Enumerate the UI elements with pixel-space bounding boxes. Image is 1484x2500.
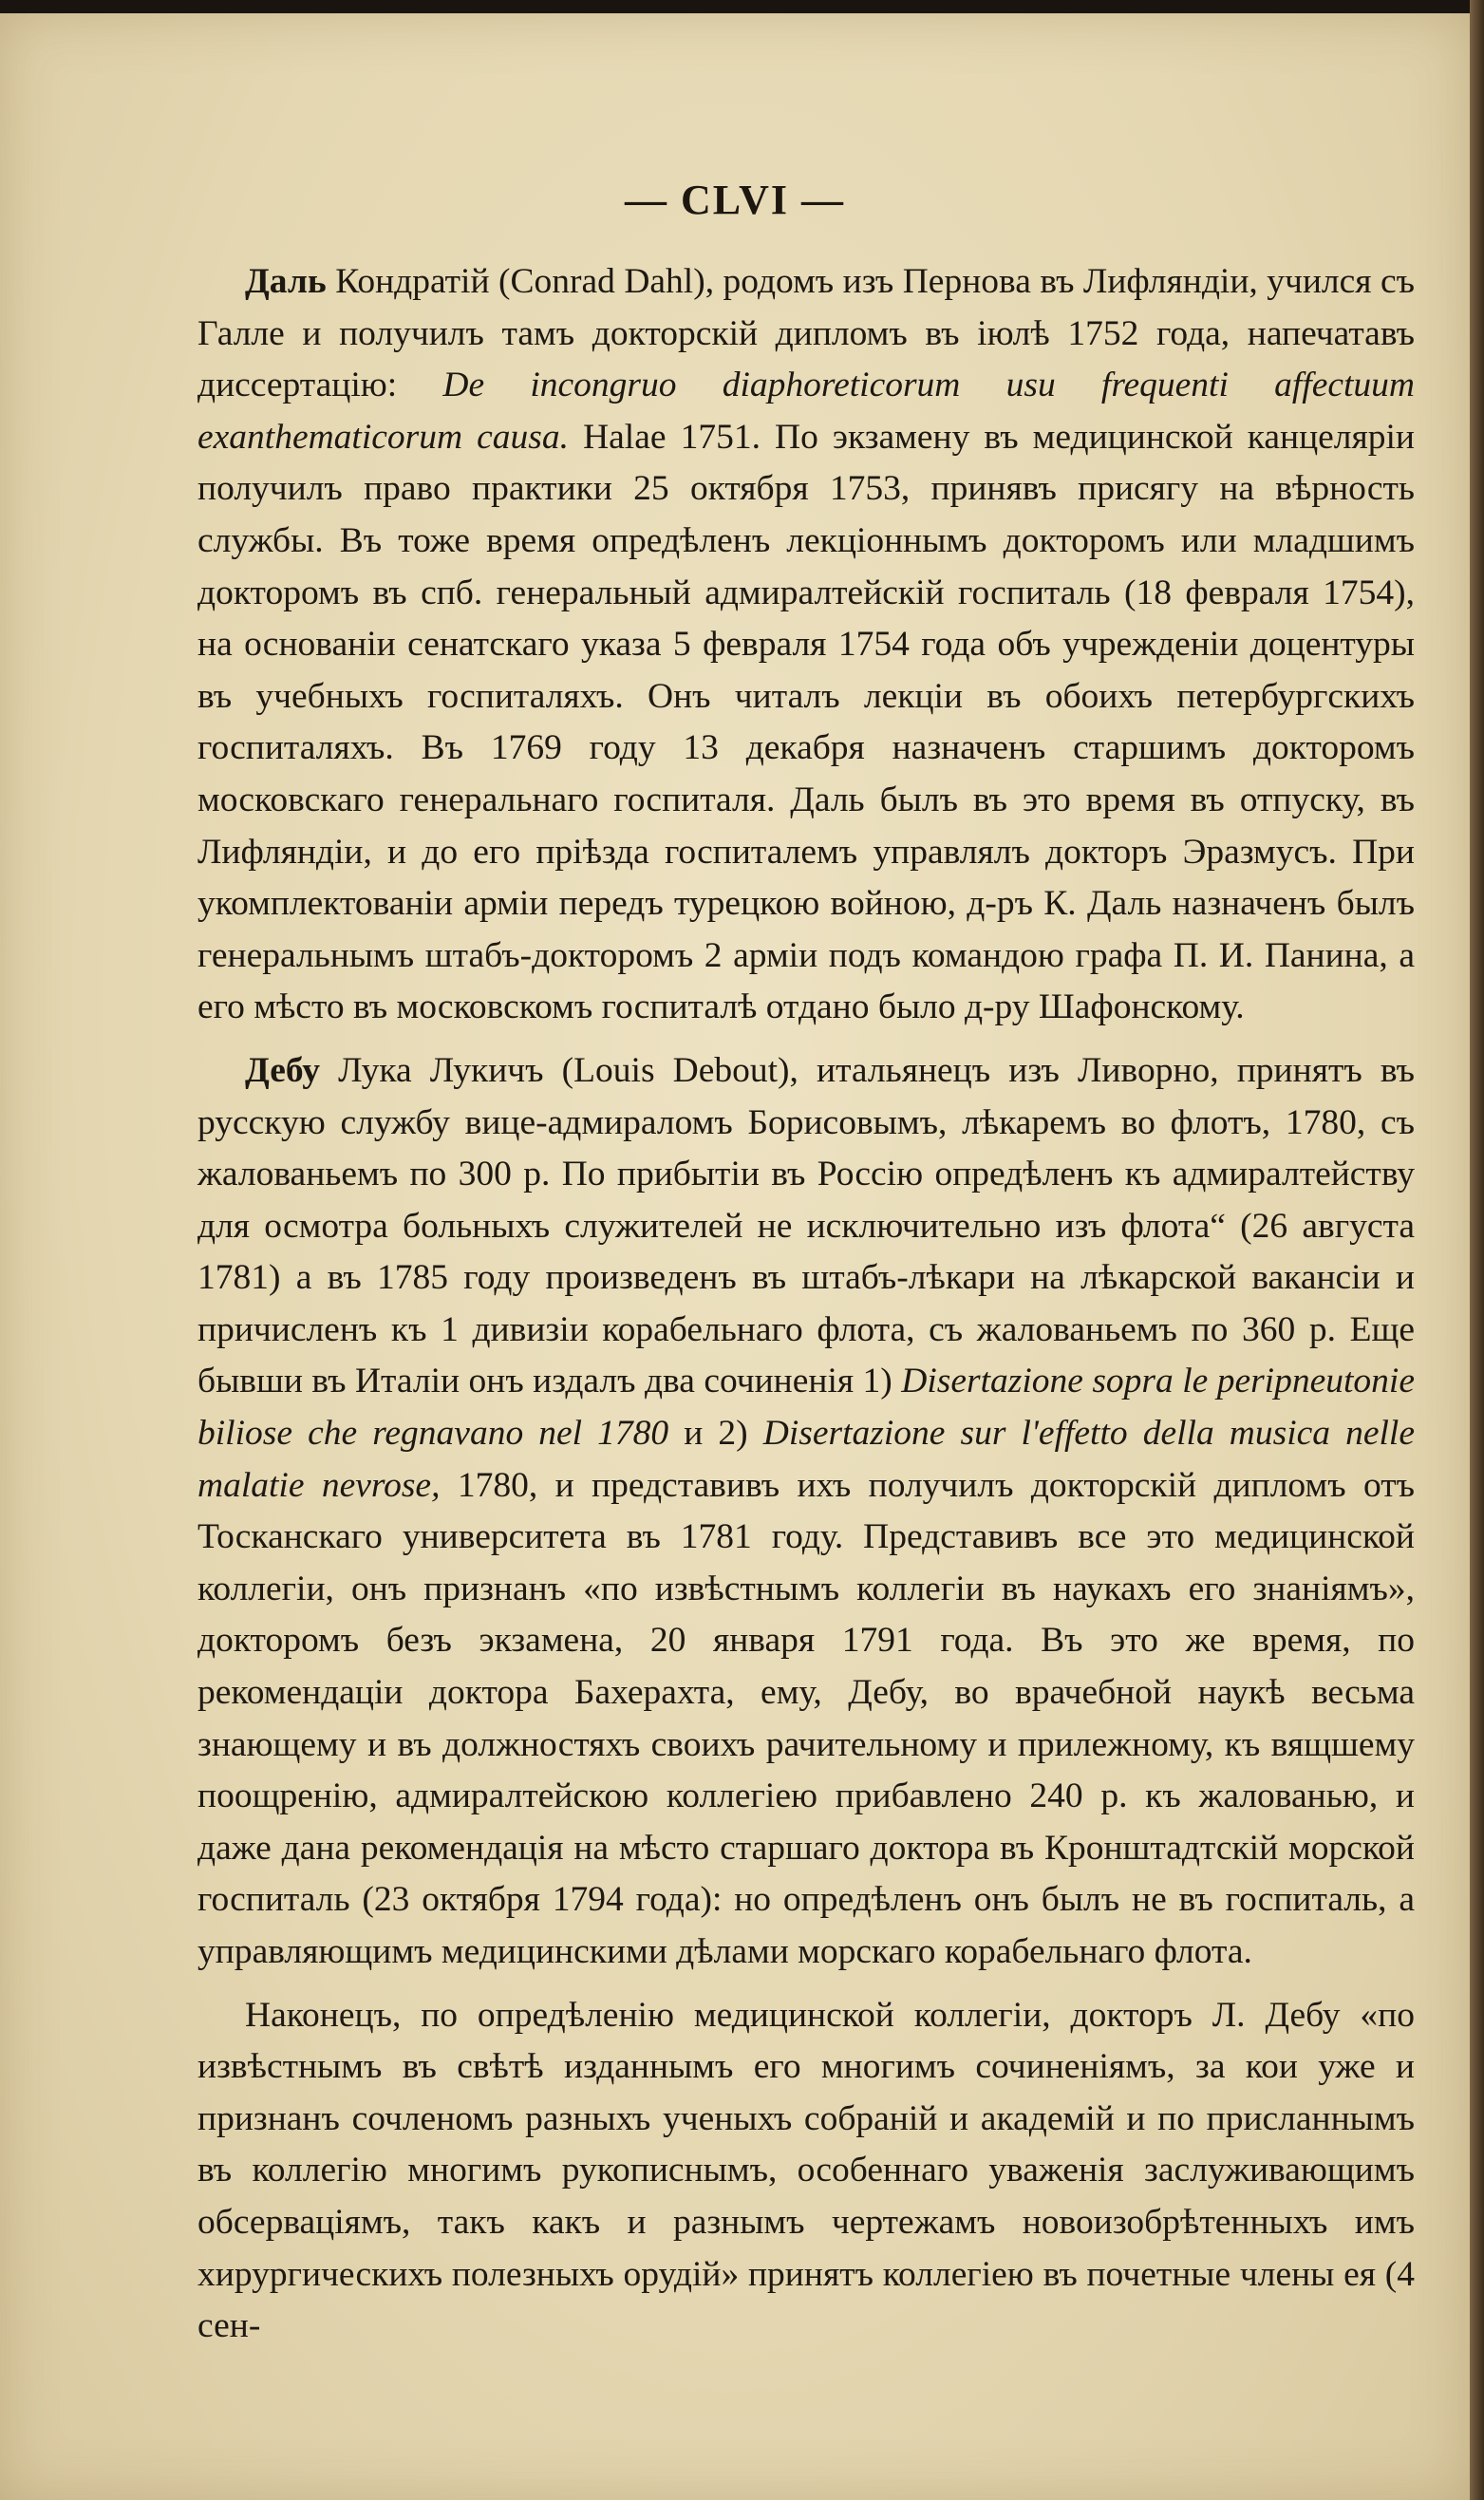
text-run: Наконецъ, по опредѣленію медицинской коллегіи, докторъ Л. Дебу «по извѣстнымъ въ свѣтѣ изданнымъ его многимъ сочиненіямъ, за кои уже и признанъ сочленомъ разныхъ ученыхъ собраній и академій и по присланнымъ въ коллегію многимъ рукописнымъ, особеннаго уваженія заслуживающимъ обсерваціямъ, такъ какъ и разнымъ чертежамъ новоизобрѣтенныхъ имъ хирургическихъ полезныхъ орудій» принятъ коллегіею въ почетные члены ея (4 сен- [197, 1995, 1415, 2346]
text-run: Halae 1751. По экзамену въ медицинской канцеляріи получилъ право практики 25 октября 1753, принявъ присягу на вѣрность службы. Въ тоже время опредѣленъ лекціоннымъ докторомъ или младшимъ докторомъ въ спб. генеральный адмиралтейскій госпиталь (18 февраля 1754), на основаніи сенатскаго указа 5 февраля 1754 года объ учрежденіи доцентуры въ учебныхъ госпиталяхъ. Онъ читалъ лекціи въ обоихъ петербургскихъ госпиталяхъ. Въ 1769 году 13 декабря назначенъ старшимъ докторомъ московскаго генеральнаго госпиталя. Даль былъ въ это время въ отпуску, въ Лифляндіи, и до его пріѣзда госпиталемъ управлялъ докторъ Эразмусъ. При укомплектованіи арміи передъ турецкою войною, д-ръ К. Даль назначенъ былъ генеральнымъ штабъ-докторомъ 2 арміи подъ командою графа П. И. Панина, а его мѣсто въ московскомъ госпиталѣ отдано было д-ру Шафонскому. [197, 417, 1415, 1027]
page-body [197, 256, 1415, 2364]
work-title-1: Disertazione sopra le peripneutonie biliose che regnavano nel 1780 [197, 1362, 1415, 1454]
work-title-2: Disertazione sur l'effetto della musica nelle malatie nevrose, [197, 1414, 1415, 1505]
dissertation-title: De incongruo diaphoreticorum usu frequenti affectuum exanthematicorum causa. [197, 366, 1415, 457]
book-binding-edge [1470, 0, 1484, 2500]
paragraph-finally [197, 1990, 1415, 2353]
page-number-header: — CLVI — [625, 177, 845, 223]
text-run: 1780, и представивъ ихъ получилъ докторскій дипломъ отъ Тосканскаго университета въ 1781 году. Представивъ все это медицинской коллегіи, онъ признанъ «по извѣстнымъ коллегіи въ наукахъ его знаніямъ», докторомъ безъ экзамена, 20 января 1791 года. Въ это же время, по рекомендаціи доктора Бахерахта, ему, Дебу, во врачебной наукѣ весьма знающему и въ должностяхъ своихъ рачительному и прилежному, къ вящшему поощренію, адмиралтейскою коллегіею прибавлено 240 р. къ жалованью, и даже дана рекомендація на мѣсто старшаго доктора въ Кронштадтскій морской госпиталь (23 октября 1794 года): но опредѣленъ онъ былъ не въ госпиталь, а управляющимъ медицинскими дѣлами морскаго корабельнаго флота. [197, 1465, 1415, 1971]
text-run: Лука Лукичъ (Louis Debout), итальянецъ изъ Ливорно, принятъ въ русскую службу вице-адмираломъ Борисовымъ, лѣкаремъ во флотъ, 1780, съ жалованьемъ по 300 р. По прибытіи въ Россію опредѣленъ къ адмиралтейству для осмотра больныхъ служителей не исключительно изъ флота“ (26 августа 1781) а въ 1785 году произведенъ въ штабъ-лѣкари на лѣкарской вакансіи и причисленъ къ 1 дивизіи корабельнаго флота, съ жалованьемъ по 360 р. Еще бывши въ Италіи онъ издалъ два сочиненія 1) [197, 1050, 1415, 1401]
paragraph-dahl [197, 256, 1415, 1034]
text-run: Кондратій (Conrad Dahl), родомъ изъ Пернова въ Лифляндіи, учился съ Галле и получилъ тамъ докторскій дипломъ въ іюлѣ 1752 года, напечатавъ диссертацію: [197, 262, 1415, 405]
entry-name-debout: Дебу [245, 1050, 320, 1090]
paragraph-debout [197, 1045, 1415, 1979]
text-run: и 2) [668, 1414, 763, 1454]
entry-name-dahl: Даль [245, 262, 327, 301]
